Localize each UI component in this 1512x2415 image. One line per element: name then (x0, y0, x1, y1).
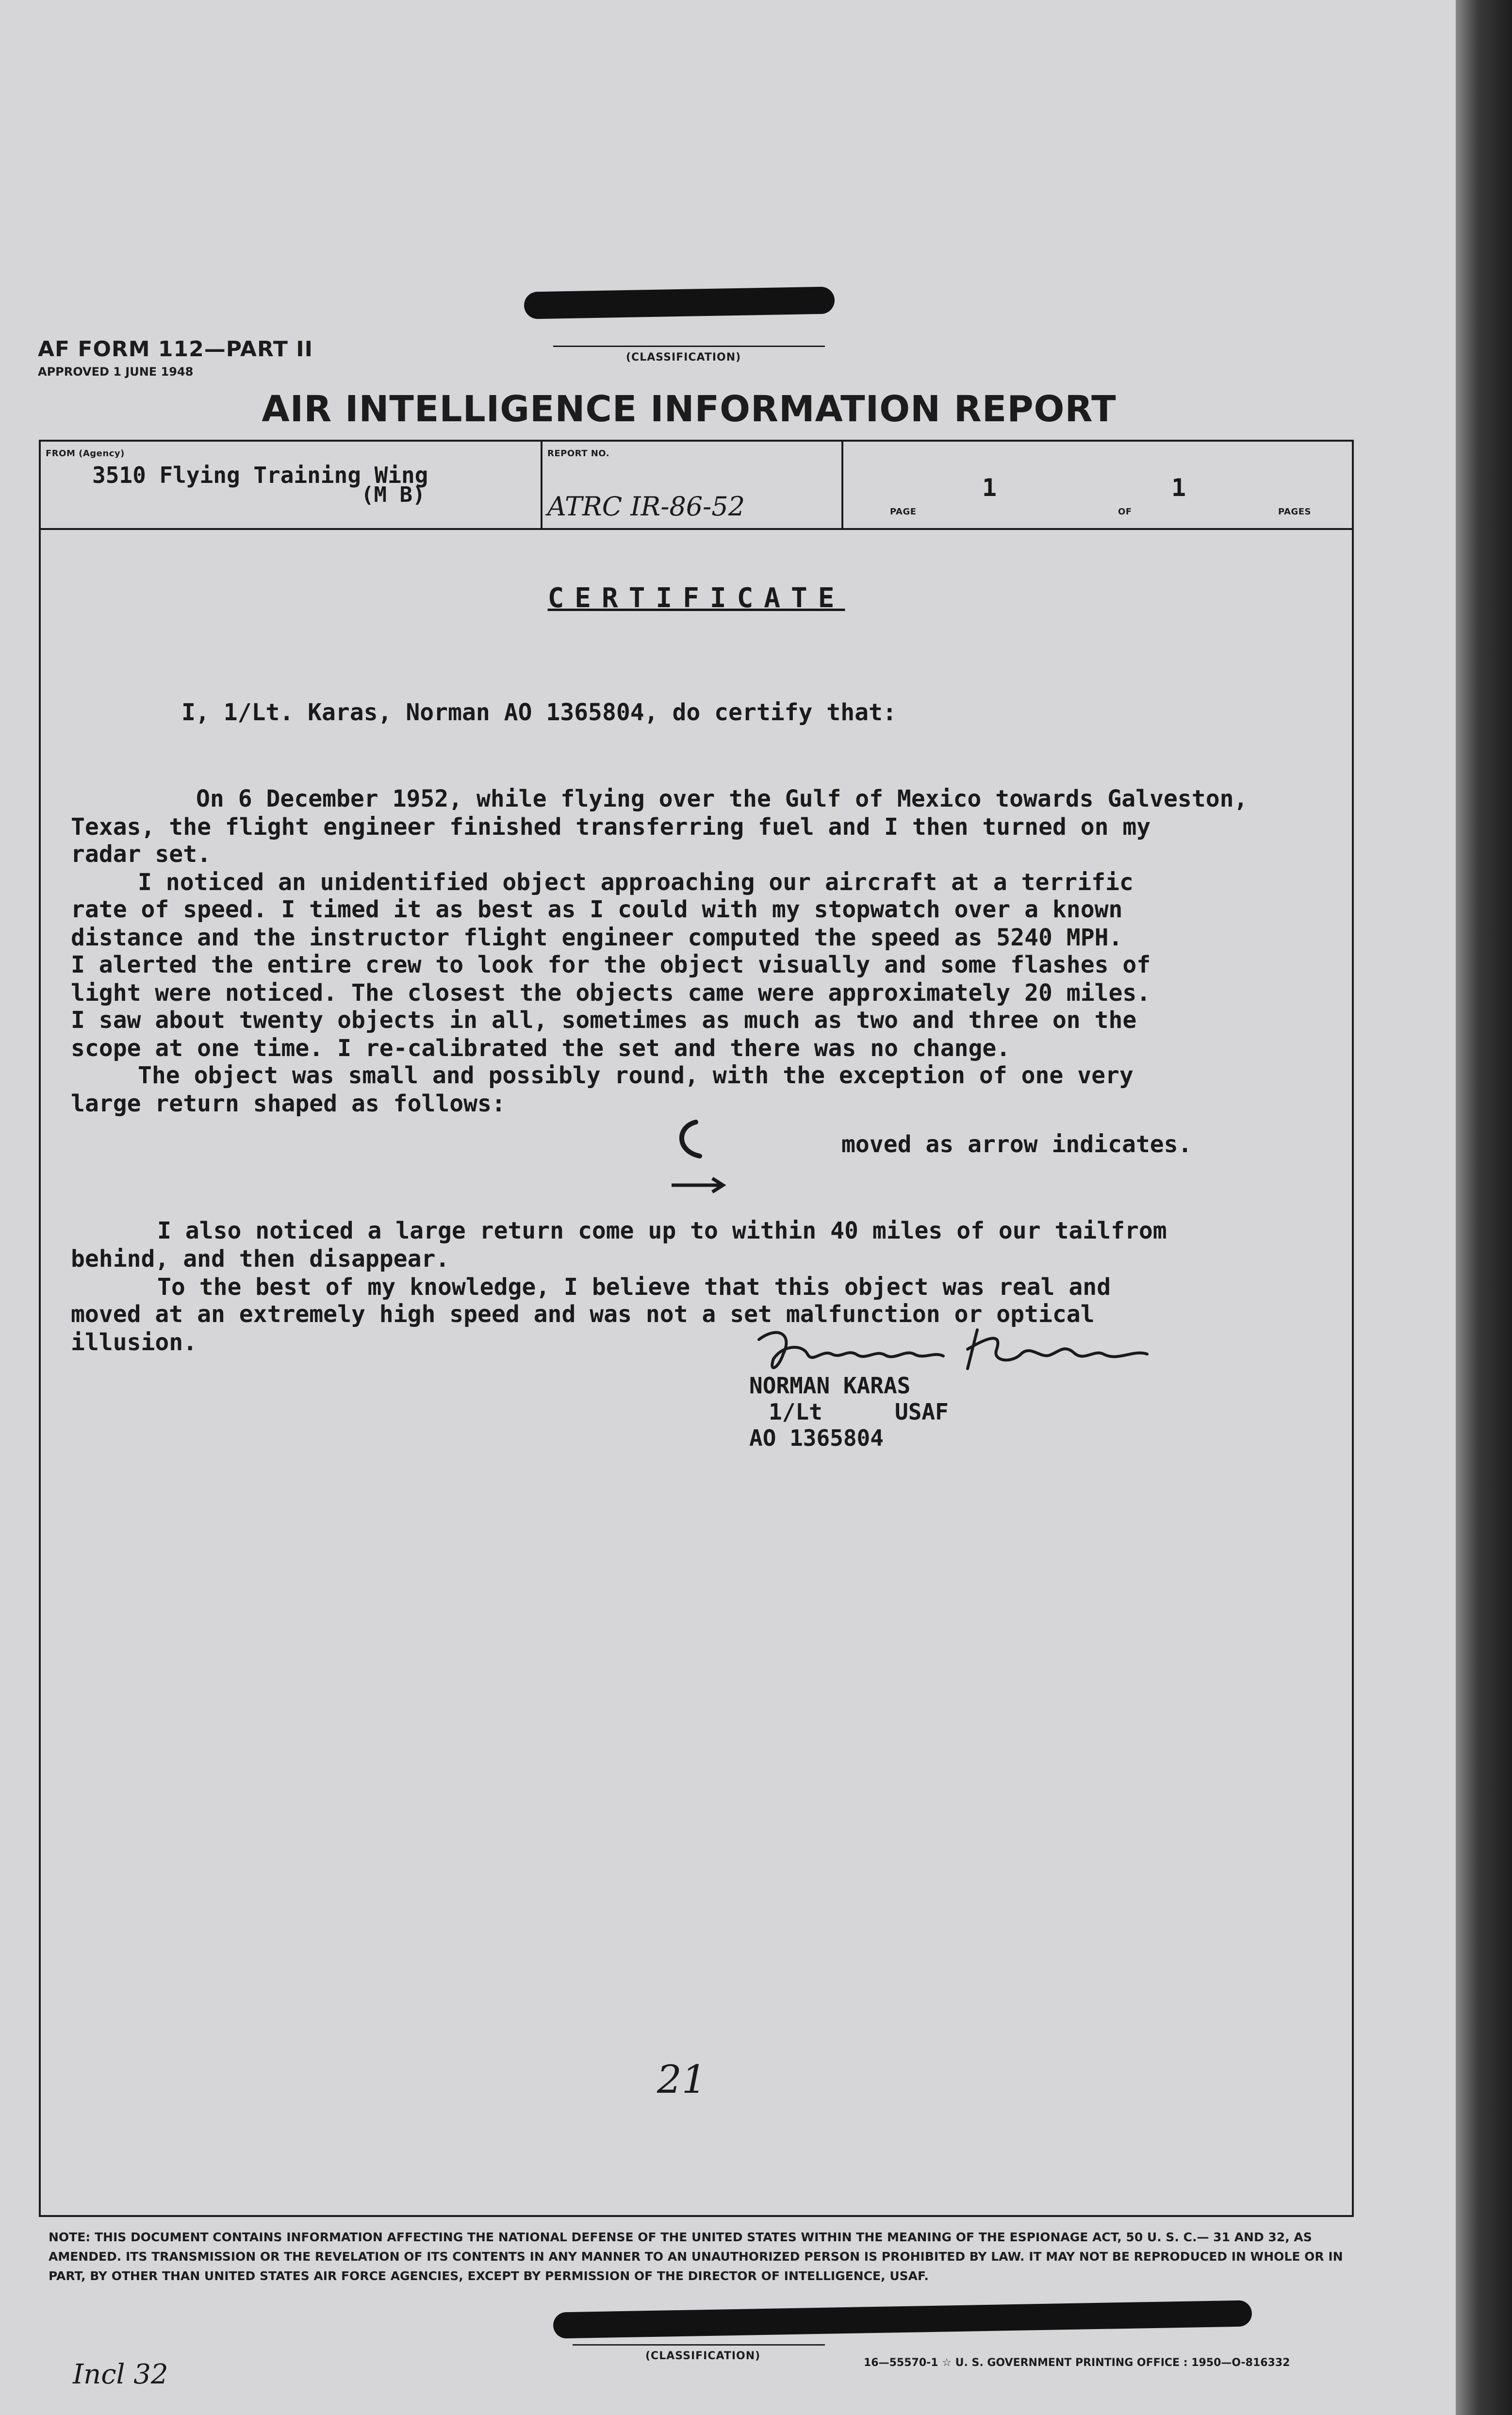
certificate-line: To the best of my knowledge, I believe that this object was real and (157, 1274, 1111, 1301)
handwritten-enclosure-note: Incl 32 (73, 2359, 168, 2390)
top-classification-line (553, 346, 825, 347)
scan-edge-shadow (1456, 0, 1512, 2415)
pages-label: PAGES (1278, 507, 1312, 517)
report-no-cell (541, 442, 843, 528)
certificate-line: distance and the instructor flight engineer computed the speed as 5240 MPH. (71, 924, 1123, 951)
espionage-act-note: NOTE: THIS DOCUMENT CONTAINS INFORMATION AFFECTING THE NATIONAL DEFENSE OF THE UNITED STATES WITHIN THE MEANING OF THE ESPIONAGE ACT, 50 U. S. C.— 31 AND 32, AS AMENDED. ITS TRANSMISSION OR THE REVELATION OF ITS CONTENTS IN ANY MANNER TO AN UNAUTHORIZED PERSON IS PROHIBITED BY LAW. IT MAY NOT BE REPRODUCED IN WHOLE OR IN PART, BY OTHER THAN UNITED STATES AIR FORCE AGENCIES, EXCEPT BY PERMISSION OF THE DIRECTOR OF INTELLIGENCE, USAF. (49, 2230, 1343, 2283)
signature-rank: 1/Lt (769, 1399, 822, 1425)
signature-service: USAF (895, 1399, 949, 1425)
certificate-line: light were noticed. The closest the objects came were approximately 20 miles. (71, 979, 1151, 1007)
signature-name: NORMAN KARAS (749, 1373, 911, 1399)
top-redaction-mark (524, 286, 835, 319)
of-value: 1 (1171, 474, 1186, 502)
page-value: 1 (982, 474, 997, 502)
report-no-label: REPORT NO. (547, 448, 610, 459)
certificate-line: moved as arrow indicates. (841, 1131, 1192, 1158)
report-title: AIR INTELLIGENCE INFORMATION REPORT (262, 388, 1117, 430)
certificate-line: large return shaped as follows: (71, 1090, 506, 1117)
from-value: 3510 Flying Training Wing (92, 462, 428, 488)
certificate-line: I alerted the entire crew to look for the object visually and some flashes of (71, 951, 1151, 978)
certificate-line: I also noticed a large return come up to within 40 miles of our tailfrom (157, 1217, 1167, 1244)
from-label: FROM (Agency) (46, 448, 125, 459)
page-label: PAGE (890, 507, 917, 517)
report-frame (39, 440, 1354, 2217)
signature-serial: AO 1365804 (749, 1425, 884, 1451)
bottom-classification-label: (CLASSIFICATION) (645, 2350, 761, 2362)
form-id: AF FORM 112—PART II (38, 337, 313, 362)
form-approved-date: APPROVED 1 JUNE 1948 (38, 365, 194, 379)
certificate-line: moved at an extremely high speed and was not a set malfunction or optical (71, 1301, 1095, 1328)
of-label: OF (1118, 507, 1132, 517)
certificate-line: The object was small and possibly round, with the exception of one very (138, 1062, 1134, 1089)
radar-return-sketch (662, 1112, 740, 1200)
certificate-line: On 6 December 1952, while flying over the Gulf of Mexico towards Galveston, (196, 785, 1248, 812)
from-value-unit: (M B) (361, 482, 426, 507)
certificate-line: I saw about twenty objects in all, sometimes as much as two and three on the (71, 1007, 1137, 1034)
certificate-line: Texas, the flight engineer finished transferring fuel and I then turned on my (71, 813, 1151, 841)
report-header-row (41, 442, 1352, 530)
certificate-line: rate of speed. I timed it as best as I could with my stopwatch over a known (71, 896, 1123, 923)
certificate-line: radar set. (71, 841, 211, 868)
certificate-line: I noticed an unidentified object approaching our aircraft at a terrific (138, 869, 1134, 896)
report-no-value: ATRC IR-86-52 (547, 491, 745, 522)
certificate-line: behind, and then disappear. (71, 1245, 450, 1273)
certificate-line: illusion. (71, 1329, 197, 1356)
bottom-redaction-mark (553, 2300, 1252, 2338)
handwritten-page-number: 21 (657, 2057, 707, 2102)
gpo-imprint: 16—55570-1 ☆ U. S. GOVERNMENT PRINTING OFFICE : 1950—O-816332 (864, 2357, 1290, 2369)
certificate-title: CERTIFICATE (547, 582, 845, 614)
pages-cell (841, 442, 1351, 528)
certificate-line: I, 1/Lt. Karas, Norman AO 1365804, do certify that: (181, 699, 897, 726)
top-classification-label: (CLASSIFICATION) (626, 351, 741, 364)
from-cell (41, 442, 542, 528)
bottom-classification-line (573, 2344, 825, 2346)
certificate-line: scope at one time. I re-calibrated the set and there was no change. (71, 1035, 1011, 1062)
